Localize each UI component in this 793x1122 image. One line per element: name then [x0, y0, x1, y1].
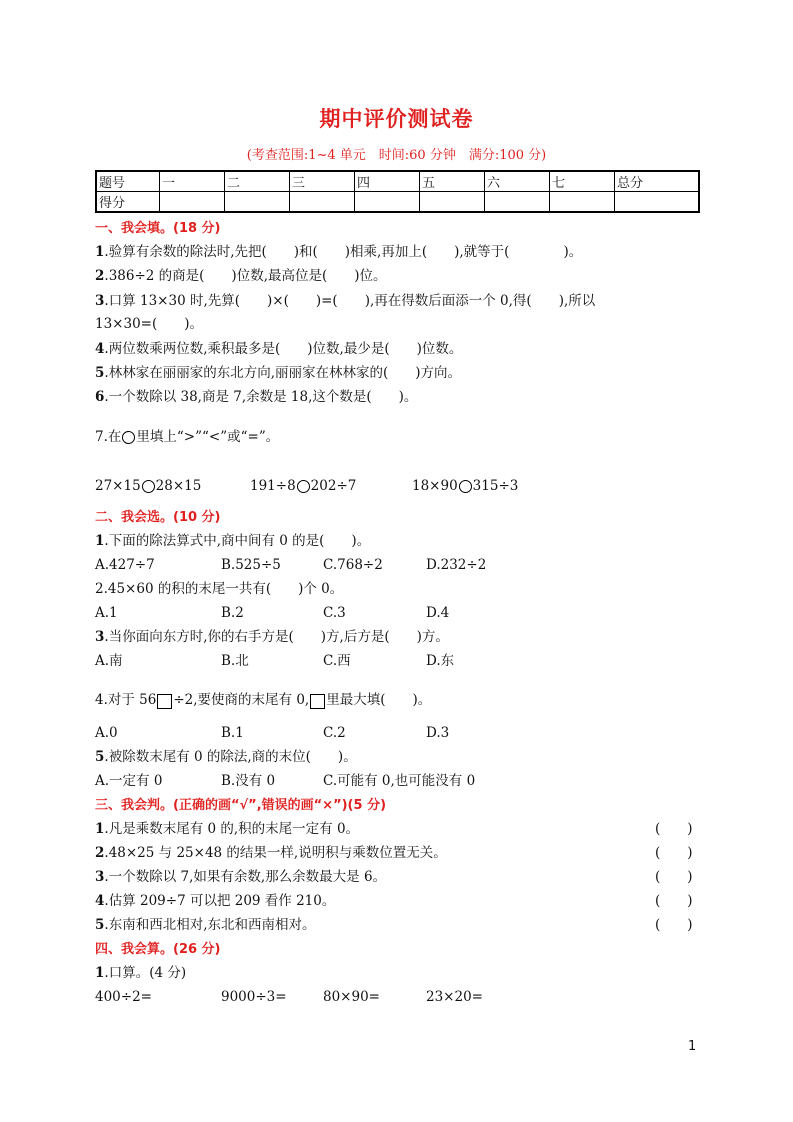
question-text: .凡是乘数末尾有 0 的,积的末尾一定有 0。 [104, 821, 360, 837]
question [95, 391, 417, 405]
question-number: 3 [95, 869, 105, 885]
score-header-cell: 三 [290, 171, 355, 192]
score-header-cell: 一 [160, 171, 225, 192]
compare-left: 27×15 [95, 478, 141, 494]
question [95, 270, 387, 284]
score-cell[interactable] [420, 192, 485, 213]
answer-blank[interactable]: ( ) [655, 893, 693, 909]
circle-blank-icon[interactable] [459, 480, 472, 493]
calc-item: 23×20= [426, 989, 483, 1005]
question-number: 4 [95, 341, 105, 357]
compare-right: 28×15 [155, 478, 202, 494]
square-blank-icon [310, 694, 325, 709]
judge-item [95, 895, 335, 909]
question-number: 1 [95, 244, 105, 260]
score-row-label: 得分 [96, 192, 160, 213]
question-number: 1 [95, 965, 105, 981]
answer-blank[interactable]: ( ) [655, 917, 693, 933]
option[interactable]: A.0 [95, 725, 118, 741]
question-number: 2 [95, 268, 105, 284]
option[interactable]: C.768÷2 [323, 557, 383, 573]
score-header-cell: 七 [550, 171, 615, 192]
option[interactable]: D.232÷2 [426, 557, 487, 573]
answer-blank[interactable]: ( ) [655, 821, 693, 837]
question-text: .386÷2 的商是( )位数,最高位是( )位。 [104, 268, 387, 284]
question [95, 967, 186, 981]
score-cell[interactable] [485, 192, 550, 213]
option[interactable]: B.没有 0 [221, 773, 276, 789]
score-header-cell: 六 [485, 171, 550, 192]
judge-item [95, 847, 447, 861]
question-text: .下面的除法算式中,商中间有 0 的是( )。 [104, 533, 371, 549]
question-text: .验算有余数的除法时,先把( )和( )相乘,再加上( ),就等于( )。 [104, 244, 583, 260]
question-text: 7.在 [95, 429, 122, 445]
score-cell[interactable] [550, 192, 615, 213]
judge-item [95, 871, 386, 885]
option[interactable]: C.西 [323, 653, 351, 669]
score-header-cell: 总分 [615, 171, 700, 192]
question-text: .口算。(4 分) [104, 965, 187, 981]
option[interactable]: B.北 [221, 653, 249, 669]
question-number: 3 [95, 629, 105, 645]
section-heading: 三、我会判。(正确的画“√”,错误的画“×”)(5 分) [95, 798, 387, 813]
option[interactable]: A.南 [95, 653, 123, 669]
question [95, 535, 370, 549]
question-number: 5 [95, 917, 105, 933]
score-cell[interactable] [225, 192, 290, 213]
question [95, 343, 462, 357]
circle-blank-icon[interactable] [142, 480, 155, 493]
option[interactable]: B.1 [221, 725, 244, 741]
option[interactable]: D.4 [426, 605, 450, 621]
option[interactable]: C.可能有 0,也可能没有 0 [323, 773, 476, 789]
option[interactable]: A.1 [95, 605, 118, 621]
score-table-score-row [96, 192, 699, 213]
score-cell[interactable] [615, 192, 700, 213]
option[interactable]: A.一定有 0 [95, 773, 163, 789]
score-table [95, 170, 700, 213]
question-text: .一个数除以 7,如果有余数,那么余数最大是 6。 [104, 869, 387, 885]
question-text: .48×25 与 25×48 的结果一样,说明积与乘数位置无关。 [104, 845, 447, 861]
question [95, 295, 595, 309]
question-text: 里最大填( )。 [326, 692, 432, 708]
compare-item [412, 480, 518, 494]
compare-left: 191÷8 [250, 478, 296, 494]
page-title: 期中评价测试卷 [319, 106, 474, 131]
compare-item [95, 480, 201, 494]
question-text: .林林家在丽丽家的东北方向,丽丽家在林林家的( )方向。 [104, 365, 462, 381]
option[interactable]: D.东 [426, 653, 455, 669]
calc-item: 80×90= [323, 989, 380, 1005]
section-heading: 一、我会填。(18 分) [95, 221, 221, 236]
question-continuation: 13×30=( )。 [95, 316, 204, 332]
score-cell[interactable] [290, 192, 355, 213]
calc-item: 400÷2= [95, 989, 152, 1005]
section-heading: 四、我会算。(26 分) [95, 942, 221, 957]
question-text: .东南和西北相对,东北和西南相对。 [104, 917, 316, 933]
compare-left: 18×90 [412, 478, 458, 494]
question [95, 631, 449, 645]
question-number: 2 [95, 845, 105, 861]
answer-blank[interactable]: ( ) [655, 869, 693, 885]
question-number: 5 [95, 749, 105, 765]
question-number: 1 [95, 821, 105, 837]
option[interactable]: B.2 [221, 605, 244, 621]
question-text: .两位数乘两位数,乘积最多是( )位数,最少是( )位数。 [104, 341, 463, 357]
question [95, 431, 279, 445]
question-text: .口算 13×30 时,先算( )×( )=( ),再在得数后面添一个 0,得( ),所以 [104, 293, 596, 309]
score-table-header-row [96, 171, 699, 192]
question-number: 1 [95, 533, 105, 549]
question-number: 6 [95, 389, 105, 405]
question-text: .被除数末尾有 0 的除法,商的末位( )。 [104, 749, 357, 765]
question-text: 2.45×60 的积的末尾一共有( )个 0。 [95, 581, 344, 597]
judge-item [95, 823, 359, 837]
answer-blank[interactable]: ( ) [655, 845, 693, 861]
question-text: 里填上“>”“<”或“=”。 [136, 429, 280, 445]
question-text: ÷2,要使商的末尾有 0, [173, 692, 310, 708]
question-text: .估算 209÷7 可以把 209 看作 210。 [104, 893, 336, 909]
score-header-cell: 四 [355, 171, 420, 192]
calc-item: 9000÷3= [221, 989, 287, 1005]
circle-blank-icon [122, 431, 135, 444]
question-text: .一个数除以 38,商是 7,余数是 18,这个数是( )。 [104, 389, 418, 405]
question [95, 367, 461, 381]
question-number: 4 [95, 893, 105, 909]
question-number: 5 [95, 365, 105, 381]
score-header-cell: 二 [225, 171, 290, 192]
option[interactable]: A.427÷7 [95, 557, 155, 573]
option[interactable]: D.3 [426, 725, 450, 741]
judge-item [95, 919, 316, 933]
score-cell[interactable] [355, 192, 420, 213]
score-cell[interactable] [160, 192, 225, 213]
compare-item [250, 480, 356, 494]
option[interactable]: C.2 [323, 725, 346, 741]
question-text: 4.对于 56 [95, 692, 157, 708]
question-text: .当你面向东方时,你的右手方是( )方,后方是( )方。 [104, 629, 449, 645]
score-header-cell: 五 [420, 171, 485, 192]
option[interactable]: B.525÷5 [221, 557, 281, 573]
option[interactable]: C.3 [323, 605, 346, 621]
question-number: 3 [95, 293, 105, 309]
score-header-cell: 题号 [96, 171, 160, 192]
exam-subtitle: (考查范围:1~4 单元 时间:60 分钟 满分:100 分) [246, 148, 547, 163]
page-number: 1 [688, 1039, 697, 1054]
question [95, 694, 431, 709]
compare-right: 315÷3 [472, 478, 519, 494]
question [95, 751, 357, 765]
circle-blank-icon[interactable] [297, 480, 310, 493]
question [95, 246, 582, 260]
compare-right: 202÷7 [310, 478, 357, 494]
square-blank-icon [157, 694, 172, 709]
section-heading: 二、我会选。(10 分) [95, 510, 221, 525]
